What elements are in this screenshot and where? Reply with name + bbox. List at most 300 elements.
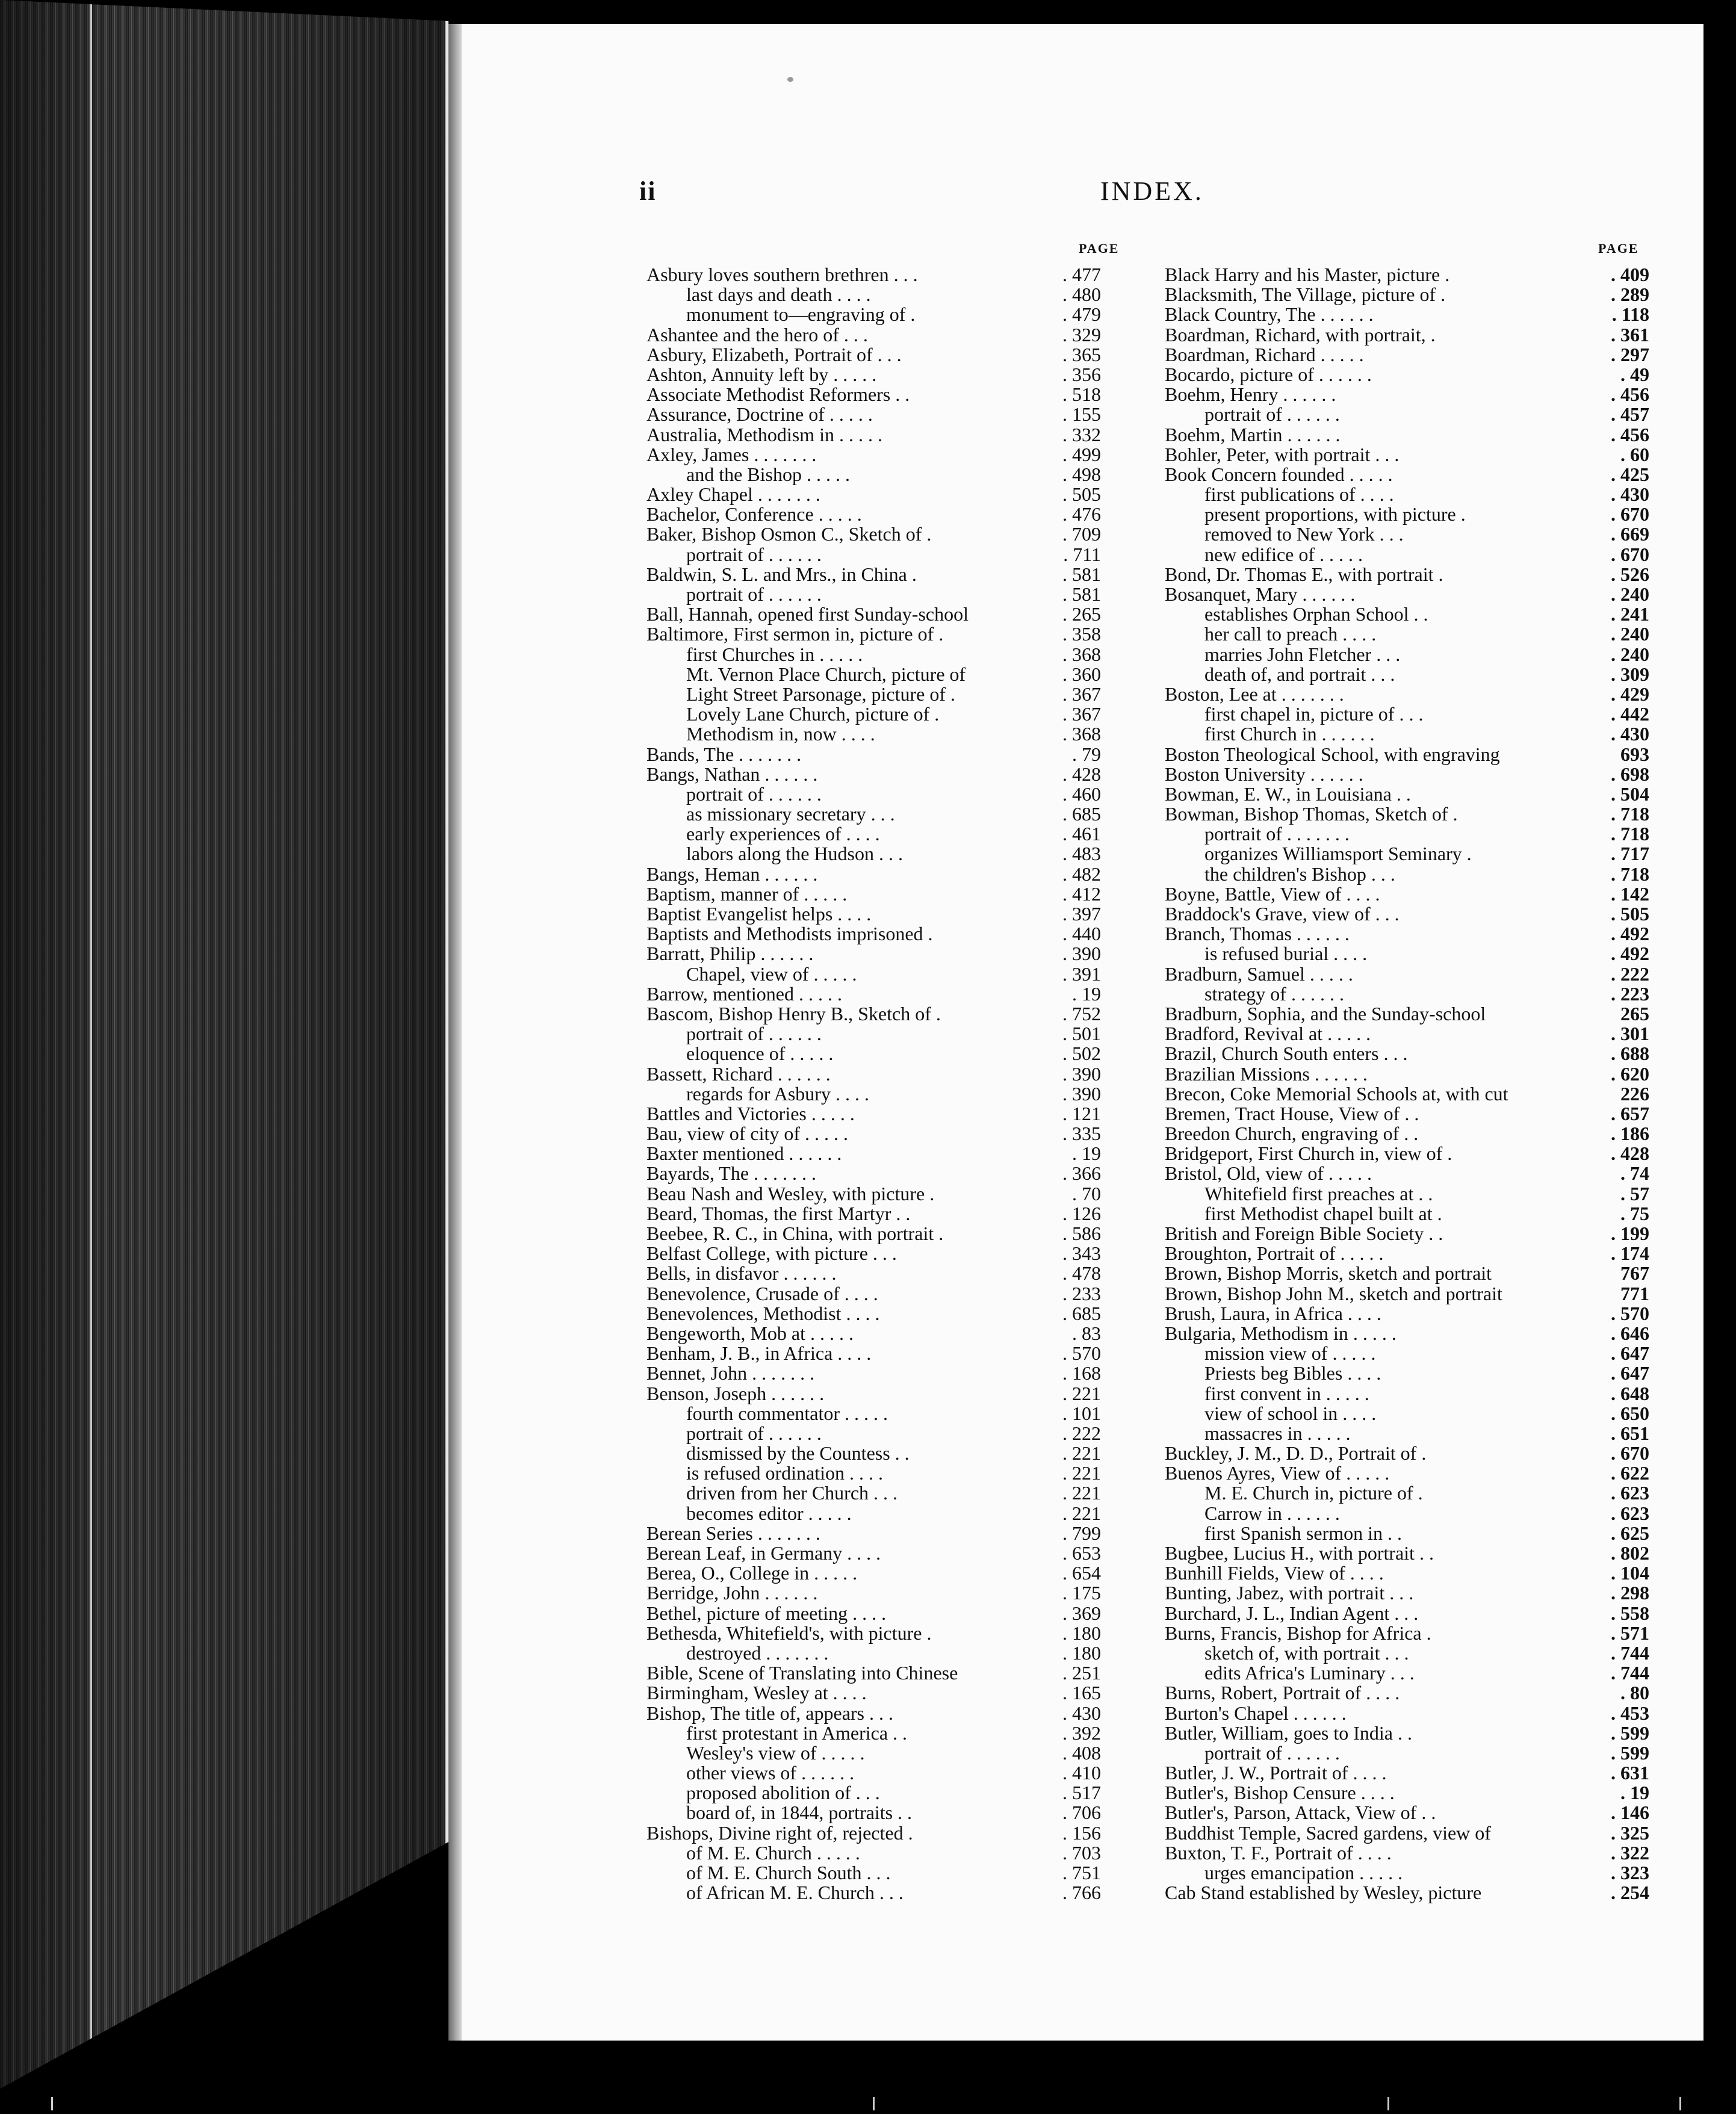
entry-page-number: . 410 xyxy=(1062,1762,1101,1784)
entry-text: Wesley's view of . . . . . xyxy=(686,1741,865,1764)
entry-text: the children's Bishop . . . xyxy=(1204,863,1395,885)
index-subentry xyxy=(1165,1743,1649,1763)
entry-text: Burns, Francis, Bishop for Africa . xyxy=(1165,1622,1431,1644)
paper-fleck xyxy=(787,77,793,82)
entry-page-number: . 669 xyxy=(1611,523,1649,545)
entry-page-number: . 221 xyxy=(1062,1462,1101,1484)
entry-page-number: 226 xyxy=(1620,1082,1649,1105)
index-entry xyxy=(646,1304,1101,1324)
index-subentry xyxy=(1165,405,1649,424)
entry-page-number: 767 xyxy=(1620,1262,1649,1285)
entry-page-number: . 752 xyxy=(1062,1002,1101,1024)
entry-page-number: . 322 xyxy=(1611,1841,1649,1864)
entry-text: Baxter mentioned . . . . . . xyxy=(646,1142,842,1165)
entry-page-number: . 222 xyxy=(1611,962,1649,985)
entry-page-number: . 254 xyxy=(1611,1882,1649,1904)
entry-text: Lovely Lane Church, picture of . xyxy=(686,703,940,725)
entry-page-number: . 297 xyxy=(1611,343,1649,365)
entry-page-number: . 309 xyxy=(1611,663,1649,685)
index-subentry xyxy=(646,1404,1101,1424)
entry-text: Ashton, Annuity left by . . . . . xyxy=(646,363,877,385)
entry-text: Bulgaria, Methodism in . . . . . xyxy=(1165,1322,1397,1344)
entry-text: Brown, Bishop Morris, sketch and portrait xyxy=(1165,1262,1492,1285)
entry-text: portrait of . . . . . . xyxy=(1204,1741,1340,1764)
entry-page-number: . 717 xyxy=(1611,843,1649,865)
index-entry xyxy=(1165,884,1649,904)
entry-text: of M. E. Church South . . . xyxy=(686,1862,891,1883)
entry-text: Bascom, Bishop Henry B., Sketch of . xyxy=(646,1002,941,1024)
index-entry xyxy=(1165,1004,1649,1024)
entry-page-number: . 175 xyxy=(1062,1582,1101,1604)
entry-text: Braddock's Grave, view of . . . xyxy=(1165,903,1400,925)
entry-text: Bishops, Divine right of, rejected . xyxy=(646,1821,913,1844)
entry-page-number: . 482 xyxy=(1062,863,1101,885)
entry-text: Australia, Methodism in . . . . . xyxy=(646,423,882,445)
index-entry xyxy=(646,345,1101,365)
entry-page-number: 771 xyxy=(1620,1282,1649,1304)
entry-page-number: . 412 xyxy=(1062,882,1101,905)
entry-page-number: . 409 xyxy=(1611,264,1649,285)
entry-page-number: . 49 xyxy=(1620,363,1649,385)
index-entry xyxy=(646,745,1101,764)
entry-text: Bond, Dr. Thomas E., with portrait . xyxy=(1165,563,1443,585)
entry-page-number: . 492 xyxy=(1611,923,1649,945)
entry-page-number: . 430 xyxy=(1611,483,1649,506)
entry-text: Baker, Bishop Osmon C., Sketch of . xyxy=(646,523,932,545)
entry-page-number: . 518 xyxy=(1062,383,1101,406)
index-entry xyxy=(646,1543,1101,1563)
entry-page-number: . 298 xyxy=(1611,1582,1649,1604)
entry-page-number: . 442 xyxy=(1611,703,1649,725)
entry-text: monument to—engraving of . xyxy=(686,303,916,326)
entry-text: Asbury loves southern brethren . . . xyxy=(646,264,918,285)
index-subentry xyxy=(1165,824,1649,844)
entry-text: portrait of . . . . . . xyxy=(686,543,822,565)
index-entry xyxy=(646,864,1101,884)
index-entry xyxy=(1165,924,1649,944)
entry-page-number: . 685 xyxy=(1062,1302,1101,1324)
entry-text: Belfast College, with picture . . . xyxy=(646,1242,897,1265)
index-entry xyxy=(646,485,1101,504)
entry-text: Book Concern founded . . . . . xyxy=(1165,463,1393,485)
index-entry xyxy=(646,1244,1101,1263)
entry-page-number: . 367 xyxy=(1062,703,1101,725)
entry-page-number: . 74 xyxy=(1620,1162,1649,1185)
entry-page-number: . 599 xyxy=(1611,1741,1649,1764)
entry-text: early experiences of . . . . xyxy=(686,823,880,845)
entry-text: first chapel in, picture of . . . xyxy=(1204,703,1424,725)
index-entry xyxy=(1165,745,1649,764)
entry-text: Burns, Robert, Portrait of . . . . xyxy=(1165,1682,1400,1704)
index-entry xyxy=(1165,1604,1649,1623)
entry-page-number: . 706 xyxy=(1062,1802,1101,1824)
entry-text: Bands, The . . . . . . . xyxy=(646,743,802,765)
index-subentry xyxy=(646,1084,1101,1104)
index-entry xyxy=(646,1363,1101,1383)
entry-page-number: . 631 xyxy=(1611,1762,1649,1784)
entry-text: Bethel, picture of meeting . . . . xyxy=(646,1602,887,1624)
index-entry xyxy=(1165,445,1649,465)
entry-text: board of, in 1844, portraits . . xyxy=(686,1802,913,1824)
bottom-margin-marks xyxy=(0,2089,1736,2114)
index-entry xyxy=(646,445,1101,465)
entry-text: Bachelor, Conference . . . . . xyxy=(646,503,862,525)
index-entry xyxy=(1165,1463,1649,1483)
index-entry xyxy=(1165,1843,1649,1863)
margin-mark xyxy=(1679,2097,1681,2110)
entry-text: strategy of . . . . . . xyxy=(1204,982,1344,1005)
index-entry xyxy=(646,524,1101,544)
index-subentry xyxy=(1165,984,1649,1004)
entry-page-number: . 526 xyxy=(1611,563,1649,585)
entry-text: Mt. Vernon Place Church, picture of xyxy=(686,663,966,685)
index-entry xyxy=(1165,1244,1649,1263)
index-subentry xyxy=(1165,1344,1649,1363)
entry-text: new edifice of . . . . . xyxy=(1204,543,1363,565)
index-entry xyxy=(1165,425,1649,445)
entry-page-number: . 425 xyxy=(1611,463,1649,485)
index-entry xyxy=(1165,465,1649,485)
entry-page-number: . 325 xyxy=(1611,1821,1649,1844)
entry-text: proposed abolition of . . . xyxy=(686,1782,880,1804)
index-entry xyxy=(646,1823,1101,1843)
index-entry xyxy=(1165,1164,1649,1183)
entry-page-number: . 369 xyxy=(1062,1602,1101,1624)
index-entry xyxy=(1165,1763,1649,1783)
entry-text: Bau, view of city of . . . . . xyxy=(646,1123,849,1145)
entry-page-number: . 685 xyxy=(1062,803,1101,825)
index-entry xyxy=(646,924,1101,944)
entry-text: Bristol, Old, view of . . . . . xyxy=(1165,1162,1372,1185)
entry-page-number: . 802 xyxy=(1611,1542,1649,1564)
entry-text: death of, and portrait . . . xyxy=(1204,663,1395,685)
entry-page-number: . 368 xyxy=(1062,643,1101,665)
entry-page-number: . 479 xyxy=(1062,303,1101,326)
entry-text: other views of . . . . . . xyxy=(686,1762,855,1784)
entry-page-number: . 155 xyxy=(1062,403,1101,426)
entry-page-number: . 709 xyxy=(1062,523,1101,545)
entry-page-number: . 186 xyxy=(1611,1123,1649,1145)
index-entry xyxy=(646,425,1101,445)
entry-text: marries John Fletcher . . . xyxy=(1204,643,1401,665)
entry-text: removed to New York . . . xyxy=(1204,523,1404,545)
index-entry xyxy=(646,1144,1101,1164)
entry-text: Boardman, Richard, with portrait, . xyxy=(1165,323,1436,346)
entry-text: view of school in . . . . xyxy=(1204,1402,1377,1424)
index-subentry xyxy=(1165,1204,1649,1224)
entry-page-number: . 570 xyxy=(1611,1302,1649,1324)
index-subentry xyxy=(646,665,1101,684)
entry-text: Bocardo, picture of . . . . . . xyxy=(1165,363,1372,385)
entry-page-number: . 430 xyxy=(1062,1702,1101,1724)
entry-page-number: . 623 xyxy=(1611,1502,1649,1524)
index-subentry xyxy=(646,1443,1101,1463)
index-entry xyxy=(646,764,1101,784)
entry-text: Boston, Lee at . . . . . . . xyxy=(1165,683,1344,705)
index-entry xyxy=(1165,1703,1649,1723)
index-entry xyxy=(1165,1443,1649,1463)
entry-page-number: . 221 xyxy=(1062,1482,1101,1504)
entry-text: Burchard, J. L., Indian Agent . . . xyxy=(1165,1602,1419,1624)
entry-page-number: . 397 xyxy=(1062,903,1101,925)
index-entry xyxy=(1165,1304,1649,1324)
index-subentry xyxy=(646,844,1101,864)
entry-page-number: . 799 xyxy=(1062,1522,1101,1544)
entry-text: her call to preach . . . . xyxy=(1204,623,1377,645)
index-entry xyxy=(1165,764,1649,784)
entry-page-number: . 221 xyxy=(1062,1502,1101,1524)
entry-text: Axley, James . . . . . . . xyxy=(646,443,817,465)
entry-text: Berridge, John . . . . . . xyxy=(646,1582,818,1604)
index-entry xyxy=(1165,1683,1649,1703)
entry-text: is refused burial . . . . xyxy=(1204,943,1368,965)
entry-text: Light Street Parsonage, picture of . xyxy=(686,683,955,705)
index-entry xyxy=(1165,1883,1649,1903)
index-subentry xyxy=(1165,1524,1649,1543)
index-subentry xyxy=(646,1463,1101,1483)
entry-text: Whitefield first preaches at . . xyxy=(1204,1182,1433,1204)
entry-text: first protestant in America . . xyxy=(686,1722,908,1744)
entry-page-number: . 586 xyxy=(1062,1223,1101,1244)
entry-text: present proportions, with picture . xyxy=(1204,503,1466,525)
entry-page-number: . 60 xyxy=(1620,443,1649,465)
index-entry xyxy=(1165,1144,1649,1164)
entry-page-number: . 233 xyxy=(1062,1282,1101,1304)
entry-text: Broughton, Portrait of . . . . . xyxy=(1165,1242,1384,1265)
entry-text: Bells, in disfavor . . . . . . xyxy=(646,1262,837,1285)
entry-text: Baptists and Methodists imprisoned . xyxy=(646,923,933,945)
index-subentry xyxy=(646,724,1101,744)
index-subentry xyxy=(646,584,1101,604)
entry-page-number: . 620 xyxy=(1611,1062,1649,1085)
page-gutter xyxy=(448,24,462,2041)
entry-text: sketch of, with portrait . . . xyxy=(1204,1641,1409,1664)
index-entry xyxy=(1165,565,1649,584)
entry-text: mission view of . . . . . xyxy=(1204,1342,1376,1365)
entry-page-number: . 301 xyxy=(1611,1023,1649,1045)
entry-text: Blacksmith, The Village, picture of . xyxy=(1165,284,1446,306)
entry-text: Bayards, The . . . . . . . xyxy=(646,1162,817,1185)
index-entry xyxy=(646,1184,1101,1204)
index-entry xyxy=(646,1004,1101,1024)
entry-text: Bremen, Tract House, View of . . xyxy=(1165,1102,1419,1124)
index-subentry xyxy=(646,784,1101,804)
entry-page-number: . 366 xyxy=(1062,1162,1101,1185)
entry-text: is refused ordination . . . . xyxy=(686,1462,884,1484)
index-entry-list xyxy=(646,265,1101,1903)
entry-page-number: . 456 xyxy=(1611,423,1649,445)
index-entry xyxy=(646,1324,1101,1344)
index-entry xyxy=(1165,964,1649,984)
index-entry xyxy=(1165,1084,1649,1104)
entry-page-number: . 408 xyxy=(1062,1741,1101,1764)
entry-page-number: . 480 xyxy=(1062,284,1101,306)
index-entry xyxy=(1165,345,1649,365)
entry-text: Bible, Scene of Translating into Chinese xyxy=(646,1662,958,1684)
index-entry xyxy=(1165,804,1649,824)
index-subentry xyxy=(646,645,1101,665)
page-column-label: PAGE xyxy=(1079,241,1120,256)
index-entry xyxy=(646,1563,1101,1583)
entry-text: massacres in . . . . . xyxy=(1204,1422,1351,1444)
entry-page-number: . 356 xyxy=(1062,363,1101,385)
index-subentry xyxy=(646,1483,1101,1503)
entry-text: portrait of . . . . . . xyxy=(686,1422,822,1444)
index-entry xyxy=(1165,684,1649,704)
entry-page-number: . 457 xyxy=(1611,403,1649,426)
entry-text: Baptist Evangelist helps . . . . xyxy=(646,903,872,925)
entry-text: Barrow, mentioned . . . . . xyxy=(646,982,842,1005)
entry-page-number: . 461 xyxy=(1062,823,1101,845)
entry-page-number: . 581 xyxy=(1062,583,1101,605)
entry-text: Bunhill Fields, View of . . . . xyxy=(1165,1562,1384,1584)
index-entry xyxy=(646,1104,1101,1124)
index-subentry xyxy=(646,1643,1101,1663)
entry-page-number: . 240 xyxy=(1611,643,1649,665)
index-entry xyxy=(646,884,1101,904)
entry-page-number: . 180 xyxy=(1062,1622,1101,1644)
entry-text: Berean Series . . . . . . . xyxy=(646,1522,820,1544)
entry-page-number: . 79 xyxy=(1072,743,1101,765)
index-entry xyxy=(646,405,1101,424)
entry-text: becomes editor . . . . . xyxy=(686,1502,852,1524)
index-subentry xyxy=(646,1044,1101,1064)
entry-page-number: . 428 xyxy=(1062,763,1101,785)
index-subentry xyxy=(1165,724,1649,744)
entry-text: Baltimore, First sermon in, picture of . xyxy=(646,623,944,645)
index-subentry xyxy=(646,305,1101,324)
entry-text: destroyed . . . . . . . xyxy=(686,1641,829,1664)
entry-text: Butler, William, goes to India . . xyxy=(1165,1722,1412,1744)
entry-page-number: . 390 xyxy=(1062,943,1101,965)
entry-text: Bosanquet, Mary . . . . . . xyxy=(1165,583,1356,605)
entry-text: urges emancipation . . . . . xyxy=(1204,1862,1403,1883)
index-subentry xyxy=(646,1763,1101,1783)
index-entry xyxy=(1165,1224,1649,1244)
index-subentry xyxy=(646,1743,1101,1763)
index-subentry xyxy=(1165,864,1649,884)
entry-text: Ashantee and the hero of . . . xyxy=(646,323,868,346)
entry-page-number: . 265 xyxy=(1062,603,1101,625)
index-subentry xyxy=(1165,504,1649,524)
entry-text: Berean Leaf, in Germany . . . . xyxy=(646,1542,881,1564)
index-entry xyxy=(646,565,1101,584)
entry-text: Associate Methodist Reformers . . xyxy=(646,383,910,406)
entry-page-number: . 390 xyxy=(1062,1082,1101,1105)
entry-page-number: . 174 xyxy=(1611,1242,1649,1265)
entry-text: first Churches in . . . . . xyxy=(686,643,863,665)
index-subentry xyxy=(646,1883,1101,1903)
entry-text: Butler's, Bishop Censure . . . . xyxy=(1165,1782,1395,1804)
entry-page-number: . 323 xyxy=(1611,1862,1649,1883)
entry-page-number: . 599 xyxy=(1611,1722,1649,1744)
entry-text: Ball, Hannah, opened first Sunday-school xyxy=(646,603,969,625)
index-subentry xyxy=(1165,1483,1649,1503)
index-entry xyxy=(1165,1583,1649,1603)
index-subentry xyxy=(646,804,1101,824)
entry-page-number: . 570 xyxy=(1062,1342,1101,1365)
index-subentry xyxy=(646,964,1101,984)
entry-text: and the Bishop . . . . . xyxy=(686,463,850,485)
index-entry-list xyxy=(1165,265,1649,1903)
entry-page-number: . 156 xyxy=(1062,1821,1101,1844)
entry-text: Brush, Laura, in Africa . . . . xyxy=(1165,1302,1381,1324)
page-column-label: PAGE xyxy=(1598,241,1639,256)
entry-page-number: . 142 xyxy=(1611,882,1649,905)
entry-page-number: . 558 xyxy=(1611,1602,1649,1624)
entry-page-number: . 483 xyxy=(1062,843,1101,865)
entry-page-number: . 456 xyxy=(1611,383,1649,406)
entry-page-number: . 718 xyxy=(1611,823,1649,845)
entry-text: first Church in . . . . . . xyxy=(1204,723,1375,745)
entry-text: Brazilian Missions . . . . . . xyxy=(1165,1062,1368,1085)
entry-text: Chapel, view of . . . . . xyxy=(686,962,857,985)
entry-page-number: . 168 xyxy=(1062,1362,1101,1384)
entry-text: Bradburn, Sophia, and the Sunday-school xyxy=(1165,1002,1486,1024)
entry-page-number: . 646 xyxy=(1611,1322,1649,1344)
index-entry xyxy=(646,1384,1101,1404)
entry-page-number: . 648 xyxy=(1611,1382,1649,1404)
entry-page-number: . 343 xyxy=(1062,1242,1101,1265)
entry-page-number: . 146 xyxy=(1611,1802,1649,1824)
index-subentry xyxy=(1165,645,1649,665)
index-entry xyxy=(646,1263,1101,1283)
entry-page-number: . 240 xyxy=(1611,623,1649,645)
index-subentry xyxy=(1165,524,1649,544)
entry-text: portrait of . . . . . . xyxy=(686,583,822,605)
index-entry xyxy=(1165,1044,1649,1064)
entry-text: Boehm, Martin . . . . . . xyxy=(1165,423,1341,445)
entry-text: portrait of . . . . . . . xyxy=(1204,823,1350,845)
index-entry xyxy=(646,365,1101,385)
entry-text: Berea, O., College in . . . . . xyxy=(646,1562,858,1584)
index-entry xyxy=(1165,1563,1649,1583)
index-entry xyxy=(646,1703,1101,1723)
entry-text: fourth commentator . . . . . xyxy=(686,1402,888,1424)
index-entry xyxy=(1165,1024,1649,1044)
entry-text: Bohler, Peter, with portrait . . . xyxy=(1165,443,1400,465)
entry-page-number: . 83 xyxy=(1072,1322,1101,1344)
entry-page-number: . 57 xyxy=(1620,1182,1649,1204)
entry-text: as missionary secretary . . . xyxy=(686,803,895,825)
entry-text: Methodism in, now . . . . xyxy=(686,723,875,745)
margin-mark xyxy=(873,2097,875,2110)
index-subentry xyxy=(1165,1384,1649,1404)
entry-text: labors along the Hudson . . . xyxy=(686,843,903,865)
entry-page-number: . 19 xyxy=(1072,982,1101,1005)
index-entry xyxy=(1165,1064,1649,1084)
index-entry xyxy=(646,624,1101,644)
index-entry xyxy=(646,984,1101,1004)
entry-text: of African M. E. Church . . . xyxy=(686,1882,904,1904)
entry-page-number: . 498 xyxy=(1062,463,1101,485)
entry-text: Buckley, J. M., D. D., Portrait of . xyxy=(1165,1442,1427,1465)
index-entry xyxy=(1165,904,1649,924)
entry-text: portrait of . . . . . . xyxy=(1204,403,1340,426)
index-subentry xyxy=(646,684,1101,704)
index-subentry xyxy=(646,1504,1101,1524)
index-subentry xyxy=(646,285,1101,305)
index-subentry xyxy=(1165,1643,1649,1663)
index-entry xyxy=(1165,385,1649,405)
entry-text: Barratt, Philip . . . . . . xyxy=(646,943,814,965)
index-entry xyxy=(1165,1543,1649,1563)
index-entry xyxy=(646,904,1101,924)
entry-page-number: . 199 xyxy=(1611,1223,1649,1244)
entry-text: Bugbee, Lucius H., with portrait . . xyxy=(1165,1542,1434,1564)
entry-page-number: . 165 xyxy=(1062,1682,1101,1704)
entry-page-number: . 744 xyxy=(1611,1641,1649,1664)
